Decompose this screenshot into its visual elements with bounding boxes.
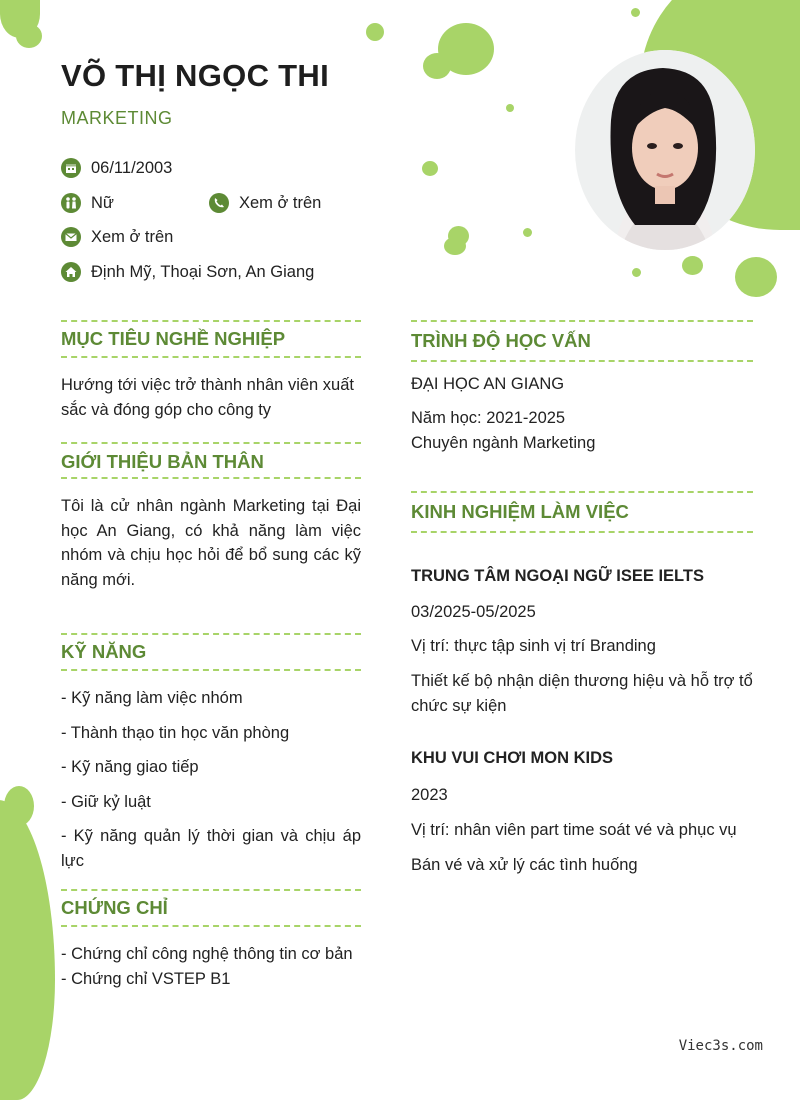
certificate-item: - Chứng chỉ công nghệ thông tin cơ bản [61, 945, 353, 963]
candidate-name: VÕ THỊ NGỌC THI [61, 58, 329, 93]
job-position: Vị trí: nhân viên part time soát vé và phục vụ [411, 821, 737, 839]
divider [411, 531, 753, 533]
birthday-text: 06/11/2003 [91, 158, 173, 177]
birthday-row [61, 158, 172, 178]
divider [61, 320, 361, 322]
gender-icon [61, 193, 81, 213]
certificate-item: - Chứng chỉ VSTEP B1 [61, 969, 231, 988]
skill-item: - Giữ kỷ luật [61, 792, 151, 811]
decor-dot [422, 161, 438, 176]
skills-list [61, 686, 361, 883]
divider [61, 356, 361, 358]
objective-title: MỤC TIÊU NGHỀ NGHIỆP [61, 328, 286, 349]
gender-text: Nữ [91, 193, 114, 212]
divider [61, 633, 361, 635]
address-text: Định Mỹ, Thoại Sơn, An Giang [91, 262, 315, 281]
job-period: 2023 [411, 786, 448, 804]
divider [411, 320, 753, 322]
home-icon [61, 262, 81, 282]
certificates-title: CHỨNG CHỈ [61, 897, 168, 918]
divider [61, 669, 361, 671]
decor-dot [735, 257, 777, 297]
decor-dot [366, 23, 384, 41]
education-title: TRÌNH ĐỘ HỌC VẤN [411, 330, 591, 351]
divider [61, 477, 361, 479]
decor-bottom-left-wave [0, 800, 55, 1100]
decor-dot [506, 104, 514, 112]
divider [61, 442, 361, 444]
job-position: Vị trí: thực tập sinh vị trí Branding [411, 637, 656, 655]
job-period: 03/2025-05/2025 [411, 603, 536, 621]
candidate-role: MARKETING [61, 108, 173, 128]
job-company: TRUNG TÂM NGOẠI NGỮ ISEE IELTS [411, 567, 704, 585]
education-major: Chuyên ngành Marketing [411, 434, 596, 452]
certificates-list [61, 942, 361, 991]
divider [61, 925, 361, 927]
education-years: Năm học: 2021-2025 [411, 409, 566, 427]
phone-row [209, 193, 321, 213]
job-company: KHU VUI CHƠI MON KIDS [411, 749, 613, 767]
skills-title: KỸ NĂNG [61, 641, 147, 662]
decor-bottom-left-dot [4, 786, 34, 826]
decor-dot [423, 53, 451, 79]
experience-title: KINH NGHIỆM LÀM VIỆC [411, 501, 629, 522]
divider [411, 491, 753, 493]
phone-text: Xem ở trên [239, 193, 322, 212]
decor-dot [523, 228, 532, 237]
skill-item: - Thành thạo tin học văn phòng [61, 723, 290, 742]
objective-text: Hướng tới việc trở thành nhân viên xuất sắc và đóng góp cho công ty [61, 376, 354, 419]
email-icon [61, 227, 81, 247]
address-row [61, 262, 314, 282]
divider [411, 360, 753, 362]
calendar-icon [61, 158, 81, 178]
skill-item: - Kỹ năng quản lý thời gian và chịu áp lực [61, 827, 361, 870]
about-text: Tôi là cử nhân ngành Marketing tại Đại học An Giang, có khả năng làm việc nhóm và chịu học hỏi để bổ sung các kỹ năng mới. [61, 497, 361, 589]
email-row [61, 227, 173, 247]
footer-watermark: Viec3s.com [678, 1038, 763, 1054]
gender-row [61, 193, 114, 213]
decor-top-left-dot [16, 24, 42, 48]
skill-item: - Kỹ năng giao tiếp [61, 758, 199, 776]
education-school: ĐẠI HỌC AN GIANG [411, 375, 565, 393]
decor-dot [632, 268, 641, 277]
job-description: Thiết kế bộ nhận diện thương hiệu và hỗ trợ tổ chức sự kiện [411, 672, 753, 715]
skill-item: - Kỹ năng làm việc nhóm [61, 689, 243, 707]
email-text: Xem ở trên [91, 227, 174, 246]
profile-photo [575, 50, 755, 250]
decor-dot [444, 237, 466, 255]
phone-icon [209, 193, 229, 213]
about-title: GIỚI THIỆU BẢN THÂN [61, 451, 264, 472]
divider [61, 889, 361, 891]
job-description: Bán vé và xử lý các tình huống [411, 856, 638, 874]
decor-dot [631, 8, 640, 17]
decor-dot [682, 256, 703, 275]
